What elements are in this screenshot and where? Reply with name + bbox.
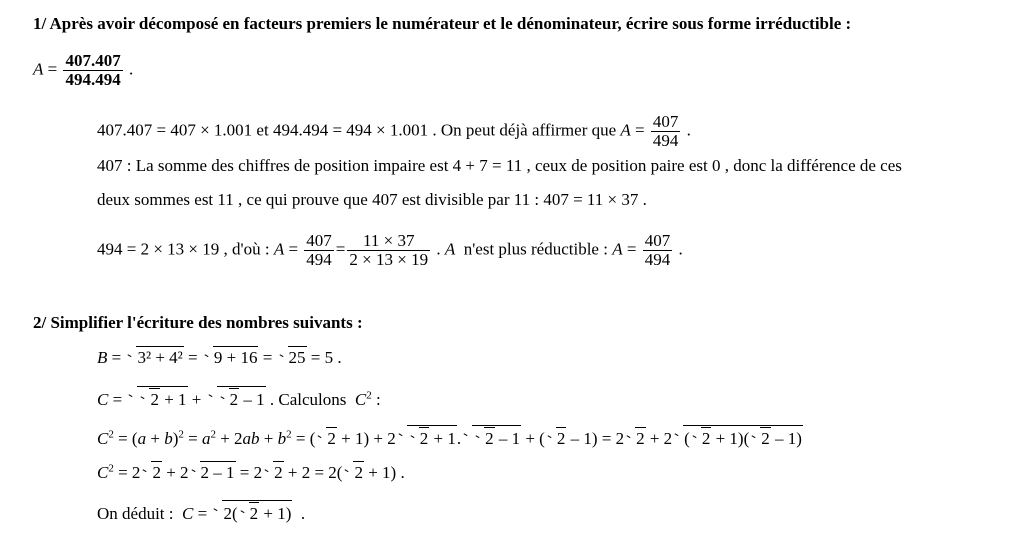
a-definition: A = $\frac{407.407}{494.494}$ . bbox=[33, 51, 134, 89]
a-fraction: $\frac{407.407}{494.494}$ bbox=[65, 51, 121, 89]
c2-line2: $C^2 = 2$ 2 + 2 2 – 1 = 2 2 + 2 = 2( 2 + 1) . bbox=[97, 462, 405, 482]
q1-line3: deux sommes est 11 , ce qui prouve que 407 est divisible par 11 : 407 = 11 × 37 . bbox=[97, 190, 647, 209]
q1-line1: 407.407 = 407 × 1.001 et 494.494 = 494 × 1.001 . On peut déjà affirmer que A = $\frac{407}{494}$ . bbox=[97, 112, 691, 150]
q2-title: 2/ Simplifier l'écriture des nombres suivants : bbox=[33, 313, 363, 332]
c-line: C = 2 + 1 + 2 – 1 . Calculons $C^2$ : bbox=[97, 386, 381, 410]
c2-line1: $C^2 = (a + b)^2 = a^2 + 2ab + b^2$ = ( 2 + 1) + 2 2 + 1. 2 – 1 + ( 2 – 1) = 2 2 + 2 ( 2 + 1)( 2 – 1) bbox=[97, 425, 803, 449]
q1-line2: 407 : La somme des chiffres de position impaire est 4 + 7 = 11 , ceux de position paire est 0 , donc la différence de ces bbox=[97, 156, 902, 175]
b-line: B = 3² + 4² = 9 + 16 = 25 = 5 . bbox=[97, 348, 342, 367]
q1-title: 1/ Après avoir décomposé en facteurs premiers le numérateur et le dénominateur, écrire sous forme irréductible : bbox=[33, 14, 852, 33]
deduce-line: On déduit : C = 2( 2 + 1) . bbox=[97, 500, 305, 524]
line1-fraction: $\frac{407}{494}$ bbox=[652, 112, 679, 150]
q1-line4: 494 = 2 × 13 × 19 , d'où : A = $\frac{407}{494}$ = $\frac{11 \times 37}{2 \times 13 \times 19}$ . A n'est plus réductible : A = $\frac{407}{494}$ . bbox=[97, 231, 683, 269]
